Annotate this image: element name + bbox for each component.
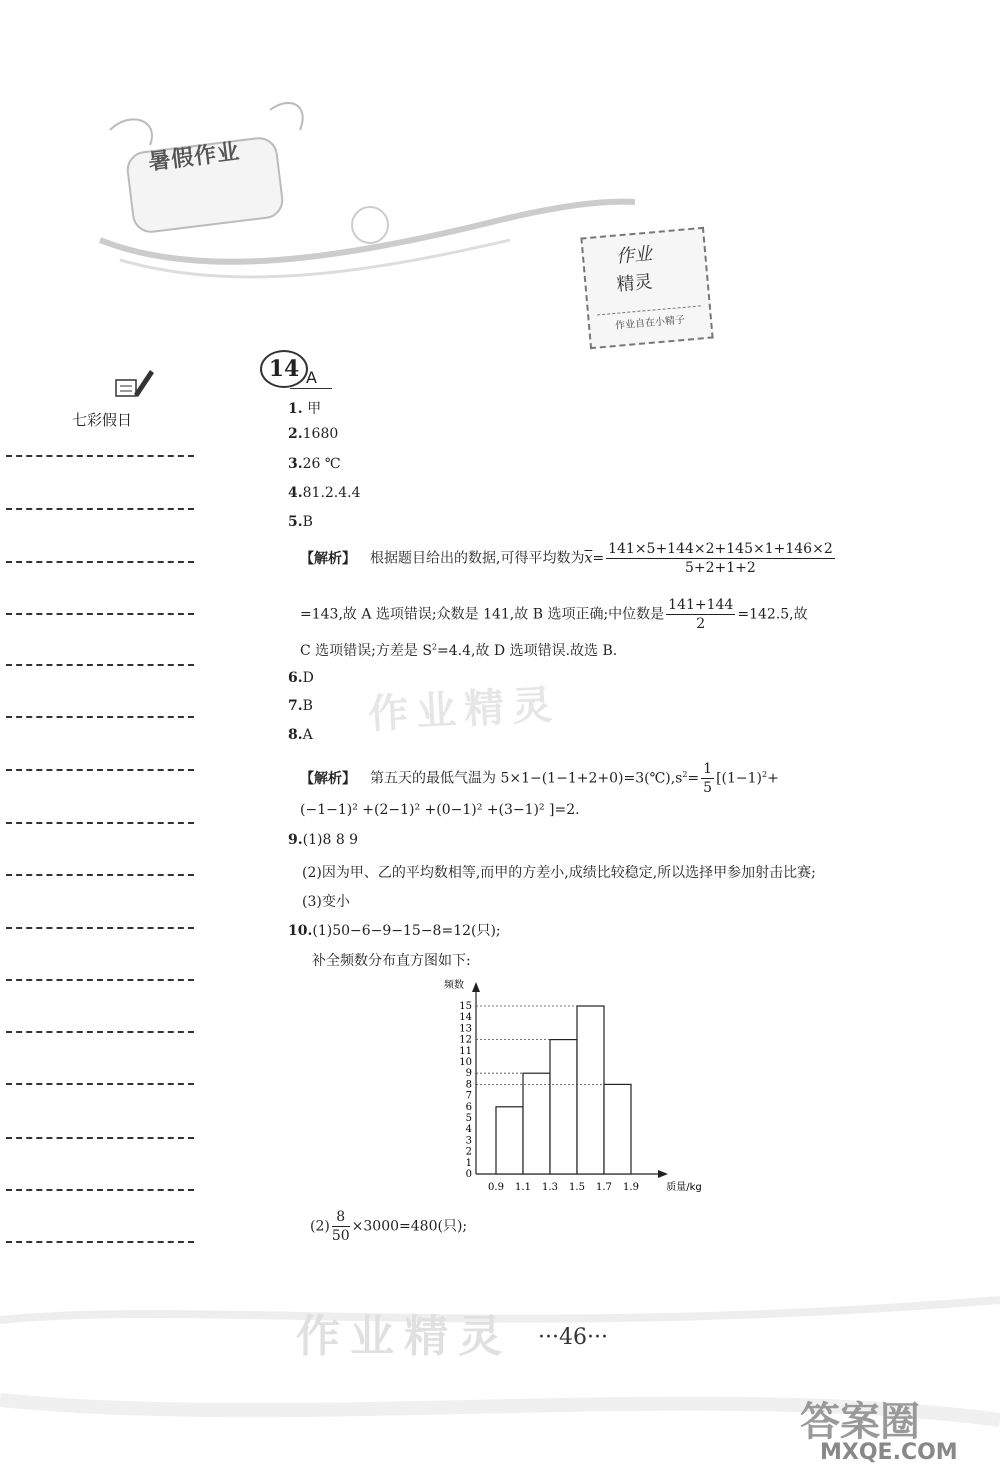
stamp-badge (580, 227, 713, 349)
histogram-bar (550, 1040, 577, 1174)
y-tick-label: 2 (465, 1146, 472, 1158)
answer-1: 1. 甲 (288, 401, 322, 417)
y-tick-label: 12 (459, 1034, 472, 1046)
explanation-8-line-2: (−1−1)² +(2−1)² +(0−1)² +(3−1)² ]=2. (300, 802, 580, 818)
lesson-part: A (306, 368, 317, 387)
y-tick-label: 15 (459, 1001, 472, 1012)
x-tick-label: 1.7 (596, 1182, 612, 1193)
y-tick-label: 10 (459, 1057, 472, 1068)
answer-8: 8.A (288, 727, 313, 743)
y-tick-label: 4 (465, 1124, 472, 1136)
x-tick-label: 1.5 (569, 1182, 585, 1193)
footer-watermark: 作业精灵 (296, 1311, 512, 1362)
y-tick-label: 5 (465, 1113, 472, 1124)
stamp-line-1: 作业 (615, 243, 653, 268)
header-title: 暑假作业 (147, 139, 242, 176)
y-tick-label: 0 (465, 1169, 472, 1180)
header-ornament (80, 90, 640, 300)
answer-10-caption: 补全频数分布直方图如下: (312, 953, 471, 969)
histogram-bar (496, 1107, 523, 1174)
y-axis-label: 频数 (444, 980, 464, 991)
site-logo-text: 答案圈 (800, 1399, 920, 1445)
explanation-8-line-1: 【解析】 第五天的最低气温为 $5\times 1-(1-1+2+0)=3(℃),s^2=$ $\frac{1}{5}$ [$(1-1)^2+$ (300, 761, 779, 796)
y-tick-label: 6 (465, 1101, 472, 1113)
y-tick-label: 8 (465, 1079, 472, 1091)
y-tick-label: 14 (459, 1012, 472, 1024)
x-tick-label: 0.9 (488, 1182, 504, 1193)
answer-9-part-1: 9.(1)8 8 9 (288, 832, 359, 848)
x-axis-label: 质量/kg (666, 1182, 702, 1193)
x-tick-label: 1.9 (623, 1182, 639, 1193)
y-axis-arrow (472, 982, 480, 992)
y-tick-label: 9 (465, 1068, 472, 1080)
stamp-line-2: 精灵 (615, 271, 654, 296)
histogram-bar (604, 1084, 631, 1174)
y-tick-label: 1 (465, 1157, 472, 1169)
x-tick-label: 1.3 (542, 1182, 558, 1193)
watermark-text: 作业精灵 (367, 682, 562, 738)
y-tick-label: 7 (465, 1090, 472, 1102)
answer-9-part-2: (2)因为甲、乙的平均数相等,而甲的方差小,成绩比较稳定,所以选择甲参加射击比赛; (302, 865, 816, 881)
sidebar-label: 七彩假日 (72, 411, 133, 429)
histogram-bar (523, 1073, 550, 1174)
y-tick-label: 11 (459, 1045, 472, 1057)
page-number: ···46··· (538, 1325, 608, 1350)
y-tick-label: 3 (465, 1135, 472, 1147)
explanation-5-line-3: C 选项错误;方差是 $S^2=4.4$,故 D 选项错误.故选 B. (300, 642, 618, 659)
answer-2: 2.1680 (288, 426, 339, 442)
answer-5: 5.B (288, 514, 313, 530)
histogram-bar (577, 1006, 604, 1174)
pencil-icon (112, 364, 156, 404)
site-domain: MXQE.COM (820, 1440, 958, 1465)
answer-10-part-1: 10.(1)50−6−9−15−8=12(只); (288, 923, 501, 939)
answer-9-part-3: (3)变小 (302, 894, 350, 910)
part-underline (290, 388, 332, 389)
x-axis-arrow (658, 1170, 668, 1178)
y-tick-label: 13 (459, 1023, 472, 1035)
answer-4: 4.81.2.4.4 (288, 485, 361, 501)
answer-6: 6.D (288, 670, 314, 686)
answer-7: 7.B (288, 698, 313, 714)
explanation-5-line-1: 【解析】 根据题目给出的数据,可得平均数为$\overline{x}=$ $\frac{141\times 5+144\times 2+145\times 1+146\times 2}{5+2+1+2}$ (300, 541, 833, 576)
histogram-chart (420, 972, 720, 1197)
lesson-number: 14 (260, 350, 308, 388)
answer-3: 3.26 ℃ (288, 456, 341, 472)
answer-10-part-2: (2) $\frac{8}{50}$ ×3000=480(只); (310, 1209, 468, 1244)
x-tick-label: 1.1 (515, 1182, 531, 1193)
stamp-line-3: 作业自在小精子 (597, 305, 702, 333)
explanation-5-line-2: =143,故 A 选项错误;众数是 141,故 B 选项正确;中位数是 $\frac{141+144}{2}$ =142.5,故 (300, 597, 808, 632)
